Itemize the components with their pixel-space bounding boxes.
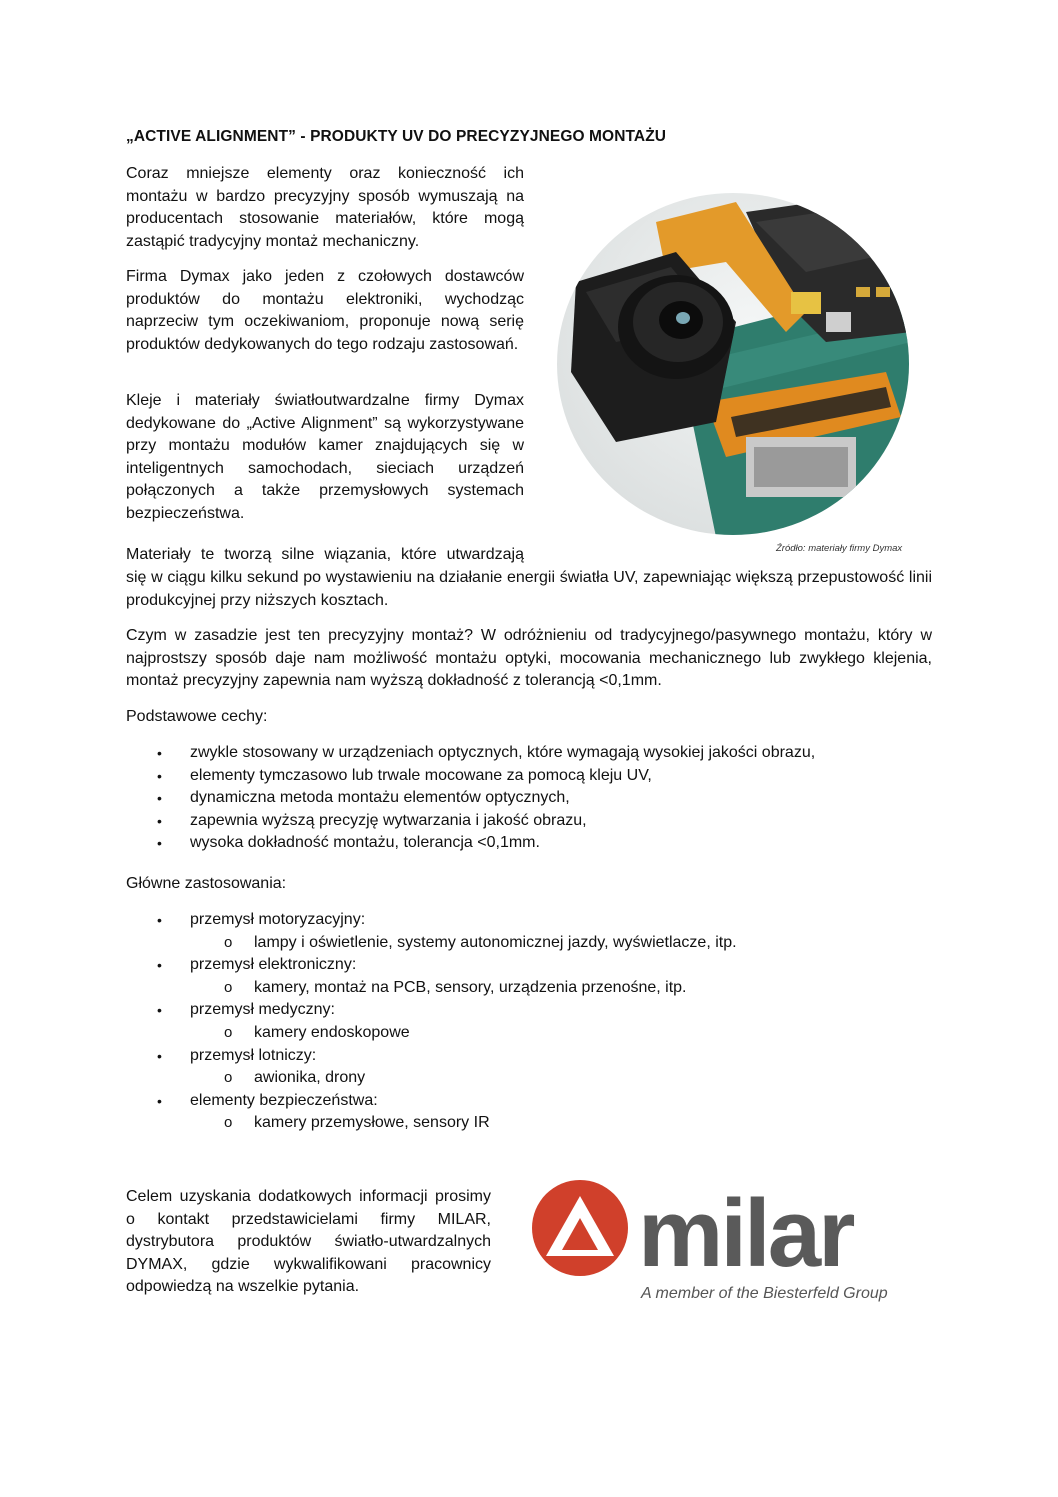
sub-list-item: o awionika, drony (126, 1067, 926, 1090)
bullet-icon: • (157, 957, 162, 974)
bullet-icon: • (157, 790, 162, 807)
list-item: • przemysł elektroniczny: (126, 954, 926, 977)
sub-list-item: o kamery przemysłowe, sensory IR (126, 1112, 926, 1135)
bullet-icon: • (157, 912, 162, 928)
materials-paragraph-rest: się w ciągu kilku sekund po wystawieniu na działanie energii światła UV, zapewniając większą przepustowość linii produkcyjnej przy niższych kosztach. (126, 569, 932, 609)
intro-paragraph-1: Coraz mniejsze elementy oraz konieczność ich montażu w bardzo precyzyjny sposób wymuszają na producentach stosowanie materiałów, które mogą zastąpić tradycyjny montaż mechaniczny. (126, 165, 524, 250)
bullet-icon: • (157, 745, 162, 761)
sub-list-item: o kamery, montaż na PCB, sensory, urządzenia przenośne, itp. (126, 977, 926, 1000)
logo-wordmark: milar (638, 1180, 853, 1287)
intro-paragraph-3: Kleje i materiały światłoutwardzalne firmy Dymax dedykowane do „Active Alignment” są wykorzystywane przy montażu modułów kamer znajdujących się w inteligentnych samochodach, sieciach urządzeń połączonych a także przemysłowych systemach bezpieczeństwa. (126, 392, 524, 522)
list-item: • elementy bezpieczeństwa: (126, 1090, 926, 1113)
features-heading: Podstawowe cechy: (126, 708, 268, 725)
bullet-icon: • (157, 1092, 162, 1109)
sub-list-item: o kamery endoskopowe (126, 1022, 926, 1045)
list-item: • elementy tymczasowo lub trwale mocowane za pomocą kleju UV, (126, 765, 926, 788)
logo-tagline: A member of the Biesterfeld Group (641, 1285, 888, 1302)
sub-bullet-icon: o (224, 1023, 233, 1041)
sub-bullet-icon: o (224, 1069, 233, 1087)
sub-bullet-icon: o (224, 1114, 233, 1132)
document-title: „ACTIVE ALIGNMENT” - PRODUKTY UV DO PRECYZYJNEGO MONTAŻU (126, 128, 667, 145)
features-list (126, 742, 926, 855)
bullet-icon: • (157, 1047, 162, 1064)
intro-paragraph-2: Firma Dymax jako jeden z czołowych dostawców produktów do montażu elektroniki, wychodząc naprzeciw tym oczekiwaniom, proponuje nową serię produktów dedykowanych do tego rodzaju zastosowań. (126, 268, 524, 353)
list-item: • przemysł medyczny: (126, 999, 926, 1022)
applications-list (126, 909, 926, 1135)
photo-caption: Źródło: materiały firmy Dymax (776, 543, 903, 554)
camera-module-photo (556, 192, 911, 537)
materials-paragraph-line1: Materiały te tworzą silne wiązania, które utwardzają (126, 546, 524, 563)
applications-heading: Główne zastosowania: (126, 875, 287, 892)
sub-bullet-icon: o (224, 933, 233, 951)
bullet-icon: • (157, 812, 162, 829)
list-item: • zapewnia wyższą precyzję wytwarzania i jakość obrazu, (126, 810, 926, 833)
bullet-icon: • (157, 835, 162, 852)
list-item: • dynamiczna metoda montażu elementów optycznych, (126, 787, 926, 810)
sub-bullet-icon: o (224, 978, 233, 996)
bullet-icon: • (157, 1002, 162, 1019)
bullet-icon: • (157, 767, 162, 784)
list-item: • przemysł lotniczy: (126, 1045, 926, 1068)
contact-paragraph: Celem uzyskania dodatkowych informacji prosimy o kontakt przedstawicielami firmy MILAR, dystrybutora produktów światło-utwardzalnych DYMAX, gdzie wykwalifikowani pracownicy odpowiedzą na wszelkie pytania. (126, 1188, 491, 1296)
list-item: • wysoka dokładność montażu, tolerancja <0,1mm. (126, 832, 926, 855)
list-item: • zwykle stosowany w urządzeniach optycznych, które wymagają wysokiej jakości obrazu, (126, 742, 926, 765)
sub-list-item: o lampy i oświetlenie, systemy autonomicznej jazdy, wyświetlacze, itp. (126, 932, 926, 955)
list-item: • przemysł motoryzacyjny: (126, 909, 926, 932)
precision-paragraph: Czym w zasadzie jest ten precyzyjny montaż? W odróżnieniu od tradycyjnego/pasywnego montażu, który w najprostszy sposób daje nam możliwość montażu optyki, mocowania mechanicznego lub zwykłego klejenia, montaż precyzyjny zapewnia nam wyższą dokładność z tolerancją <0,1mm. (126, 627, 932, 690)
